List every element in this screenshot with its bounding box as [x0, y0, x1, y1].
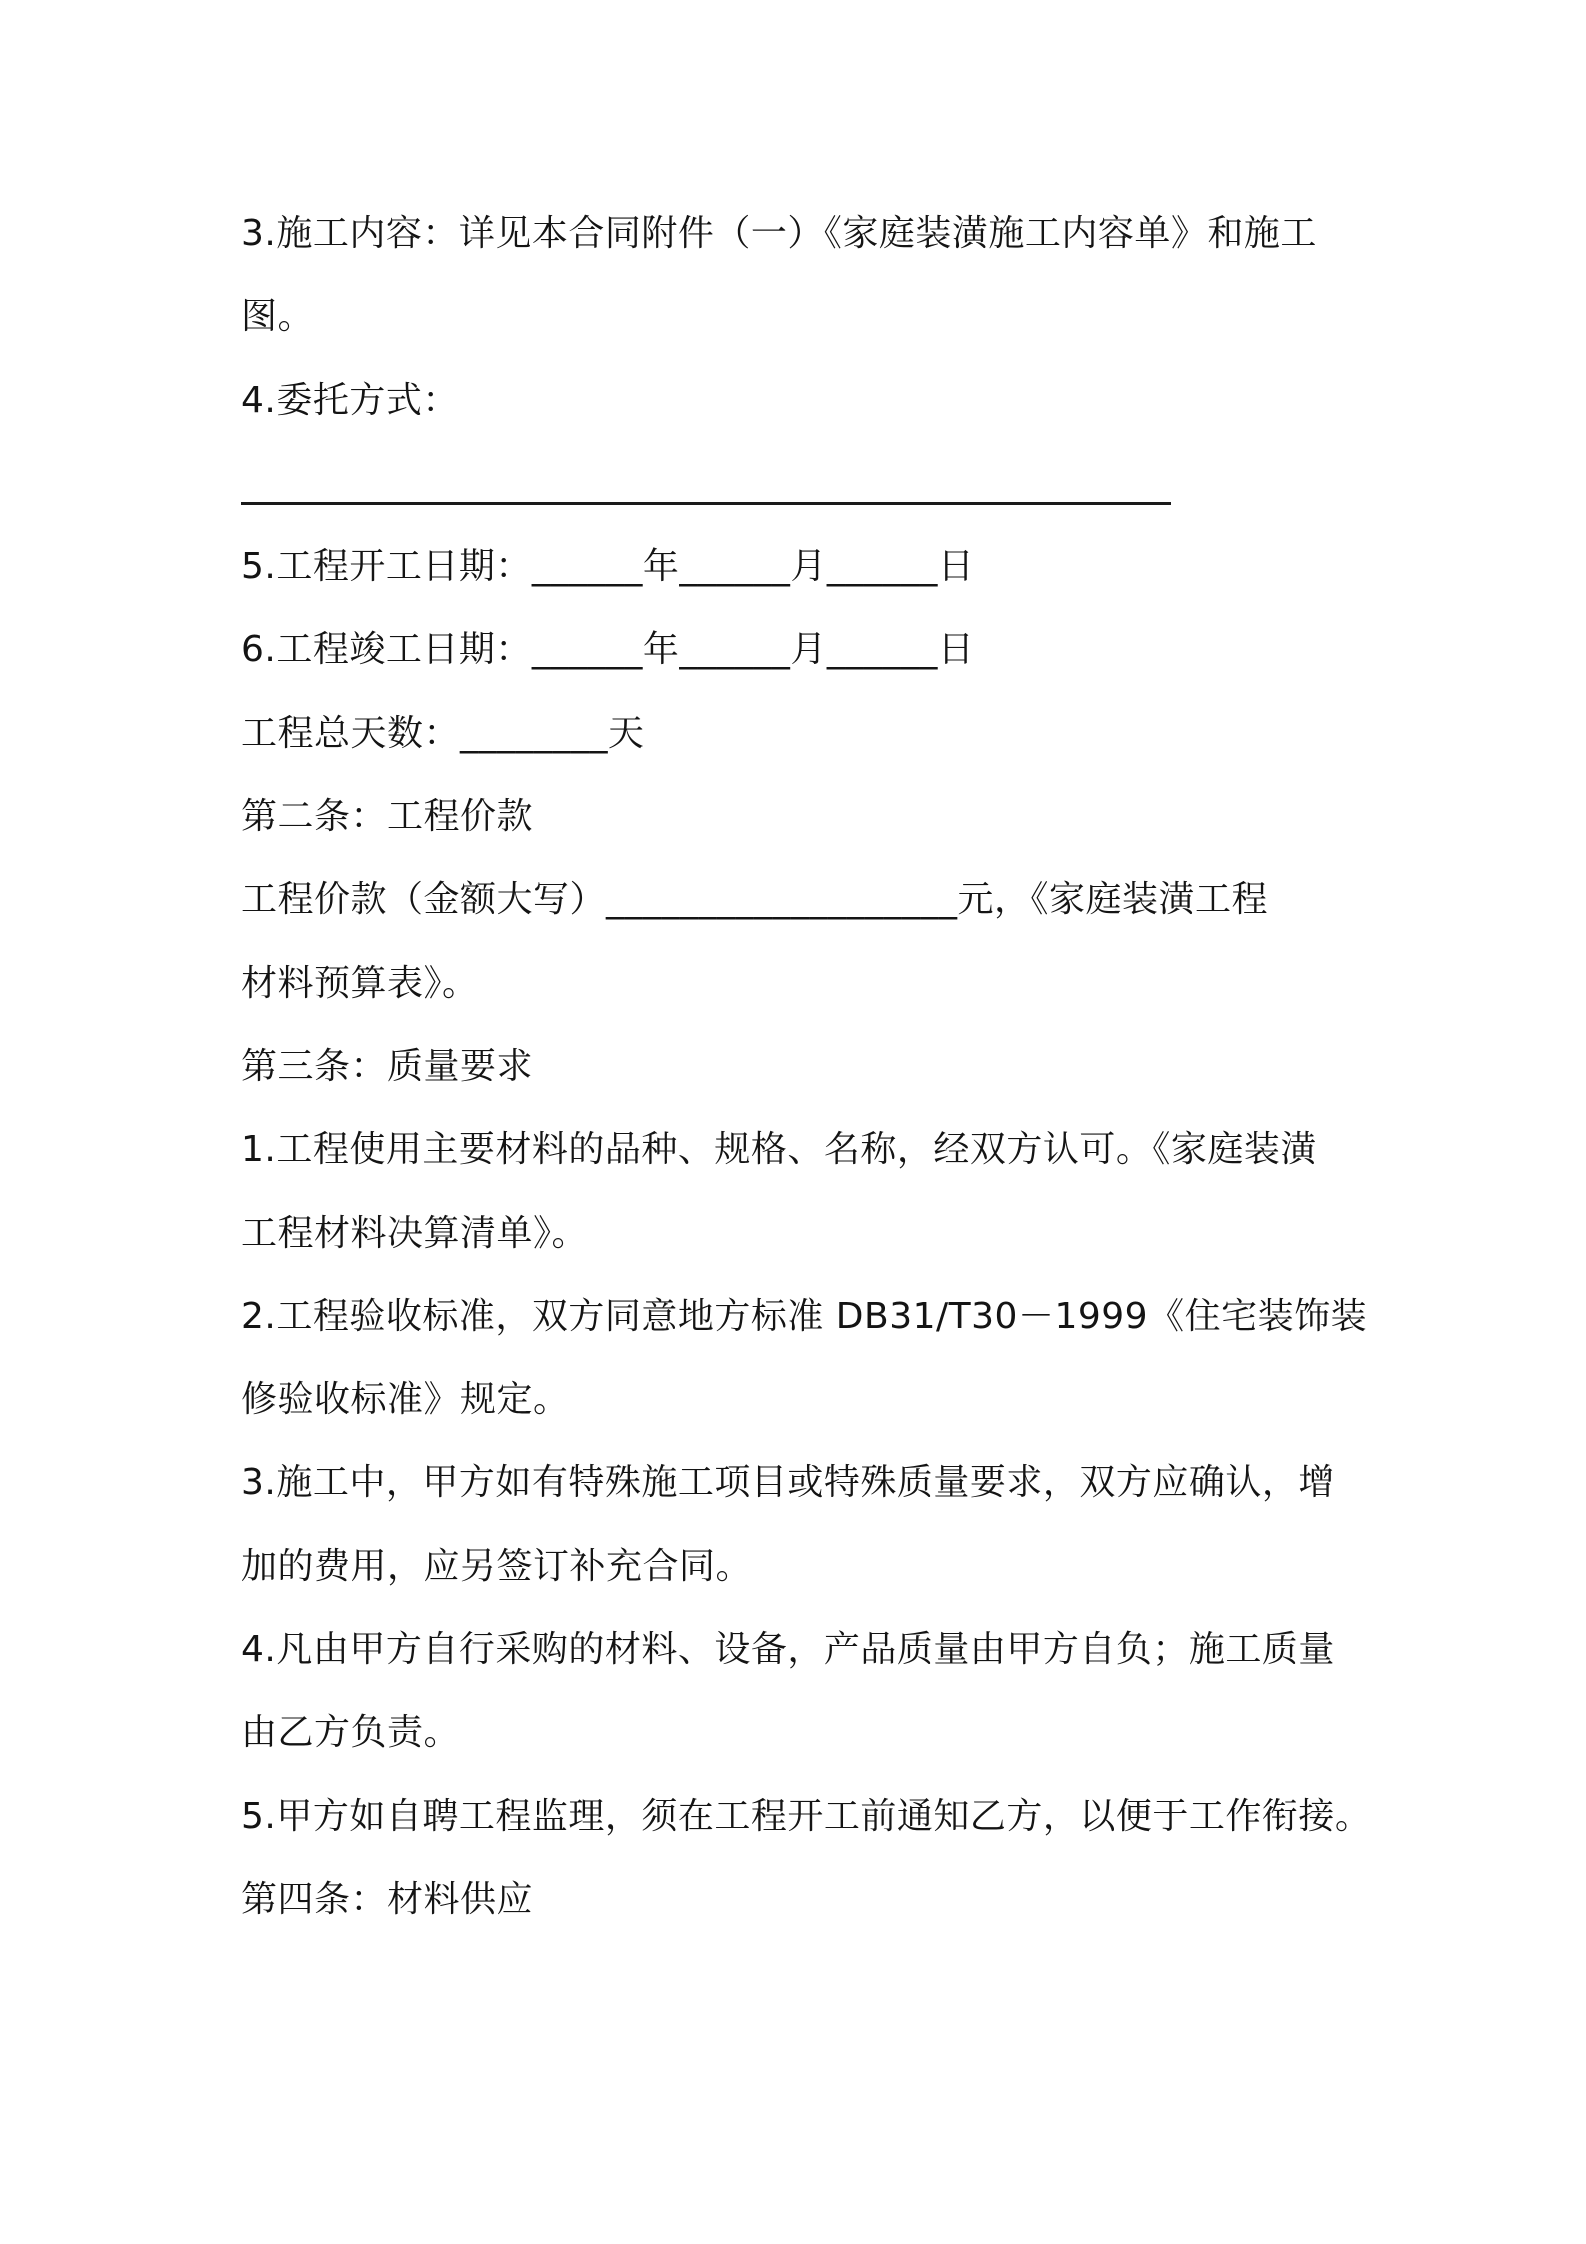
document-body [241, 192, 1372, 1941]
article-3-heading: 第三条：质量要求 [241, 1045, 534, 1087]
project-price-line-1: 工程价款（金额大写）___________________元，《家庭装潢工程 [241, 879, 1269, 921]
quality-item-2-line-2: 修验收标准》规定。 [241, 1379, 570, 1421]
article-4-heading: 第四条：材料供应 [241, 1878, 534, 1920]
quality-item-3-line-1: 3.施工中，甲方如有特殊施工项目或特殊质量要求，双方应确认，增 [241, 1462, 1335, 1504]
quality-item-1-line-1: 1.工程使用主要材料的品种、规格、名称，经双方认可。《家庭装潢 [241, 1129, 1317, 1171]
delegation-method-blank-line [241, 442, 1361, 525]
clause-5-start-date: 5.工程开工日期：______年______月______日 [241, 546, 975, 588]
quality-item-4-line-2: 由乙方负责。 [241, 1712, 461, 1754]
quality-item-5: 5.甲方如自聘工程监理，须在工程开工前通知乙方，以便于工作衔接。 [241, 1795, 1372, 1837]
underline-rule [241, 502, 1171, 505]
quality-item-4-line-1: 4.凡由甲方自行采购的材料、设备，产品质量由甲方自负；施工质量 [241, 1629, 1335, 1671]
total-days: 工程总天数：________天 [241, 712, 645, 754]
article-2-heading: 第二条：工程价款 [241, 796, 534, 838]
quality-item-2-line-1: 2.工程验收标准，双方同意地方标准 DB31/T30－1999《住宅装饰装 [241, 1295, 1368, 1337]
project-price-line-2: 材料预算表》。 [241, 962, 479, 1004]
clause-3-construction-content-line-2: 图。 [241, 296, 315, 338]
quality-item-1-line-2: 工程材料决算清单》。 [241, 1212, 589, 1254]
quality-item-3-line-2: 加的费用，应另签订补充合同。 [241, 1545, 753, 1587]
clause-4-delegation-method: 4.委托方式： [241, 379, 459, 421]
clause-6-completion-date: 6.工程竣工日期：______年______月______日 [241, 629, 975, 671]
clause-3-construction-content-line-1: 3.施工内容：详见本合同附件（一）《家庭装潢施工内容单》和施工 [241, 213, 1317, 254]
